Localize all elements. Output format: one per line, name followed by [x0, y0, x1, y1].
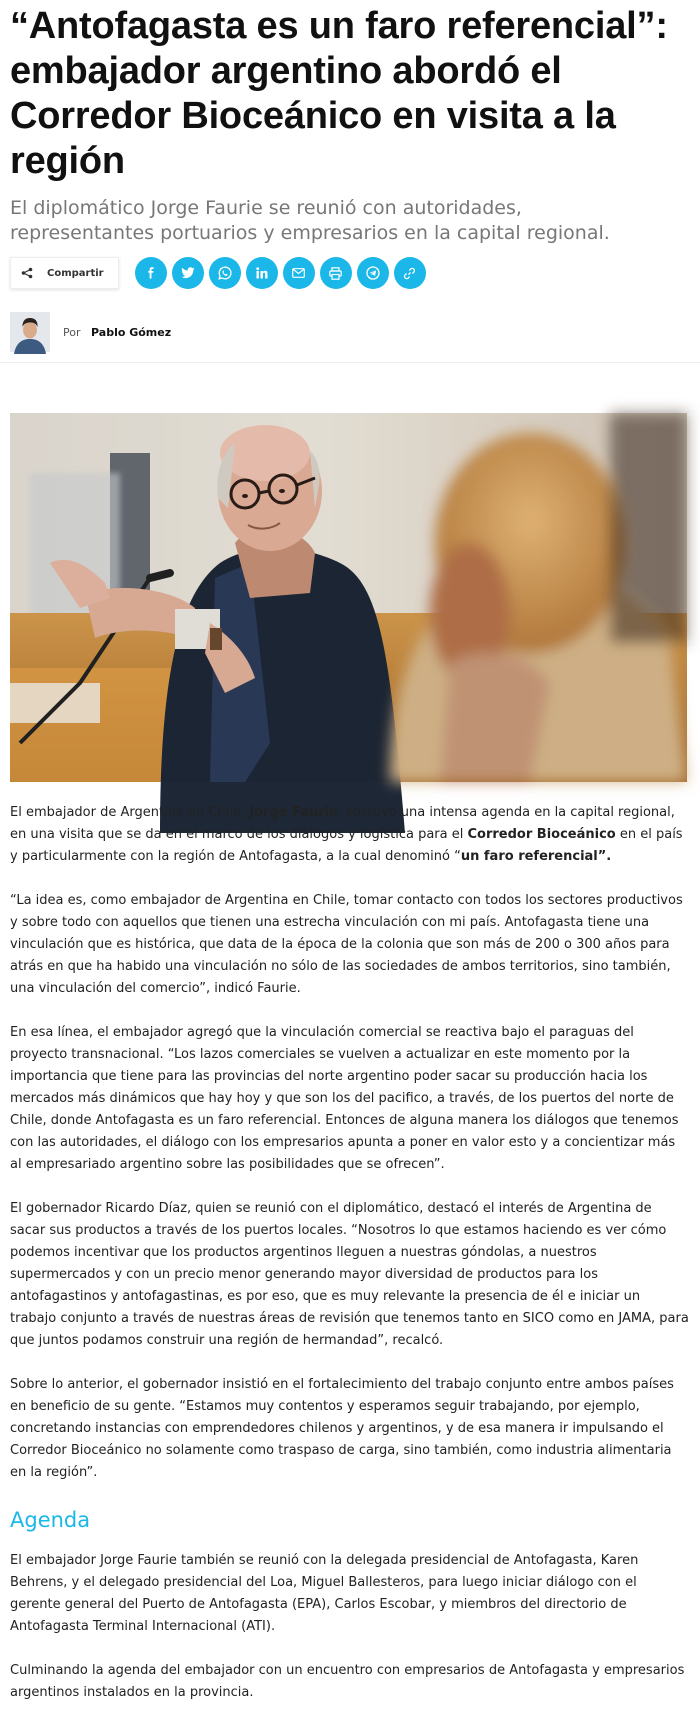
whatsapp-icon: [218, 266, 232, 280]
linkedin-icon: [256, 267, 268, 279]
paragraph-1-text-a: El embajador de Argentina en Chile,: [10, 805, 250, 820]
paragraph-1-bold-a: Jorge Faurie: [249, 805, 338, 820]
paragraph-2: “La idea es, como embajador de Argentina en Chile, tomar contacto con todos los sectores productivos y sobre todo con aquellos que tienen una estrecha vinculación con mi país. Antofagasta tiene una vinculación que es histórica, que data de la época de la colonia que son más de 200 o 300 años para atrás en que ha habido una vinculación no sólo de las sociedades de ambos territorios, sino también, una vinculación del comercio”, indicó Faurie.: [10, 893, 683, 996]
paragraph-1-text-c: en el país y particularmente con la región de Antofagasta, a la cual denominó “: [10, 827, 683, 864]
paragraph-6: El embajador Jorge Faurie también se reunió con la delegada presidencial de Antofagasta, Karen Behrens, y el delegado presidencial del Loa, Miguel Ballesteros, para luego iniciar diálogo con el gerente general del Puerto de Antofagasta (EPA), Carlos Escobar, y miembros del directorio de Antofagasta Terminal Internacional (ATI).: [10, 1553, 639, 1634]
share-facebook-button[interactable]: [135, 257, 167, 289]
share-twitter-button[interactable]: [172, 257, 204, 289]
telegram-icon: [366, 266, 380, 280]
author-text: [63, 326, 171, 339]
share-email-button[interactable]: [283, 257, 315, 289]
share-print-button[interactable]: [320, 257, 352, 289]
share-label: Compartir: [47, 267, 104, 279]
author-name[interactable]: Pablo Gómez: [91, 325, 172, 339]
author-byline: [10, 311, 171, 353]
paragraph-1: [10, 802, 690, 868]
print-icon: [329, 267, 342, 280]
share-copy-link-button[interactable]: [394, 257, 426, 289]
share-button[interactable]: [10, 257, 119, 289]
paragraph-4: El gobernador Ricardo Díaz, quien se reunió con el diplomático, destacó el interés de Argentina de sacar sus productos a través de los puertos locales. “Nosotros lo que estamos haciendo es ver cómo podemos incentivar que los productos argentinos lleguen a nuestras góndolas, a nuestros supermercados y con un precio menor generando mayor diversidad de productos para los antofagastinos y antofagastinas, es por eso, que es muy relevante la presencia de él e iniciar un trabajo conjunto a través de nuestras áreas de revisión que tenemos tanto en SICO como en JAMA, para que juntos podamos construir una región de hermandad”, recalcó.: [10, 1201, 689, 1348]
share-icons: [135, 257, 431, 289]
share-telegram-button[interactable]: [357, 257, 389, 289]
paragraph-7: Culminando la agenda del embajador con un encuentro con empresarios de Antofagasta y empresarios argentinos instalados en la provincia.: [10, 1663, 685, 1700]
section-heading-agenda: Agenda: [10, 1508, 91, 1532]
share-bar: [10, 255, 431, 291]
article-body: [10, 802, 690, 1726]
share-linkedin-button[interactable]: [246, 257, 278, 289]
paragraph-1-bold-b: Corredor Bioceánico: [467, 827, 616, 842]
paragraph-5: Sobre lo anterior, el gobernador insistió en el fortalecimiento del trabajo conjunto entre ambos países en beneficio de su gente. “Estamos muy contentos y esperamos seguir trabajando, por ejemplo, concretando instancias con emprendedores chilenos y argentinos, y de esa manera ir impulsando el Corredor Bioceánico no solamente como traspaso de carga, sino también, como industria alimentaria en la región”.: [10, 1377, 674, 1480]
article-subtitle: El diplomático Jorge Faurie se reunió con autoridades, representantes portuarios y empresarios en la capital regional.: [10, 197, 610, 244]
paragraph-1-text-b: , sostuvo una intensa agenda en la capital regional, en una visita que se da en el marco de los diálogos y logística para el: [10, 805, 675, 842]
paragraph-1-bold-c: un faro referencial”.: [460, 849, 612, 864]
share-whatsapp-button[interactable]: [209, 257, 241, 289]
article-hero-image: [10, 413, 687, 782]
share-icon: [21, 267, 33, 279]
author-avatar[interactable]: [10, 312, 50, 352]
facebook-icon: [145, 267, 157, 279]
link-icon: [403, 267, 416, 280]
header-divider: [0, 362, 700, 363]
twitter-icon: [181, 267, 195, 279]
author-prefix: Por: [63, 325, 81, 339]
article-headline: “Antofagasta es un faro referencial”: embajador argentino abordó el Corredor Bioceánico en visita a la región: [10, 5, 668, 182]
mail-icon: [292, 268, 305, 278]
paragraph-3: En esa línea, el embajador agregó que la vinculación comercial se reactiva bajo el paraguas del proyecto transnacional. “Los lazos comerciales se vuelven a actualizar en este momento por la importancia que tiene para las provincias del norte argentino poder sacar su producción hacia los mercados más dinámicos que hay hoy y que son los del pacifico, a través, de los puertos del norte de Chile, donde Antofagasta es un faro referencial. Entonces de alguna manera los diálogos que tenemos con las autoridades, el diálogo con los empresarios apunta a poner en valor esto y a concientizar más al empresariado argentino sobre las posibilidades que se ofrecen”.: [10, 1025, 679, 1172]
